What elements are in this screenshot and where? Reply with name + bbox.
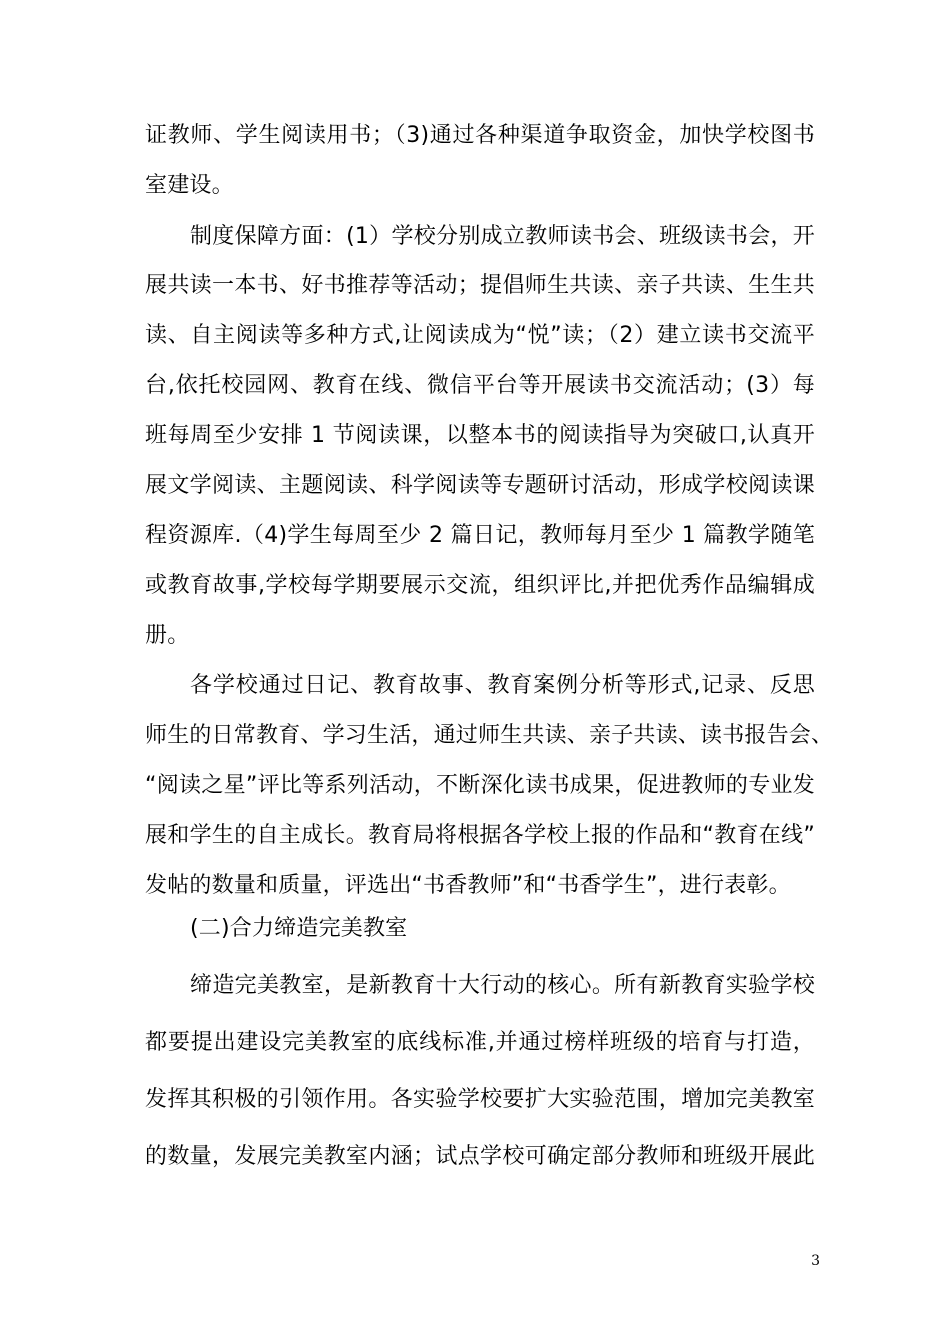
text-line: 程资源库.（4)学生每周至少 2 篇日记，教师每月至少 1 篇教学随笔 [145,523,815,548]
text-line: 都要提出建设完美教室的底线标准,并通过榜样班级的培育与打造， [145,1030,815,1055]
text-line: 发帖的数量和质量，评选出“书香教师”和“书香学生”，进行表彰。 [145,873,791,898]
text-line: 展文学阅读、主题阅读、科学阅读等专题研讨活动，形成学校阅读课 [145,473,815,498]
text-line: 册。 [145,623,190,648]
text-line: 的数量，发展完美教室内涵；试点学校可确定部分教师和班级开展此 [145,1144,815,1169]
text-line: 班每周至少安排 1 节阅读课，以整本书的阅读指导为突破口,认真开 [145,423,815,448]
text-line: 台,依托校园网、教育在线、微信平台等开展读书交流活动；(3）每 [145,373,815,398]
page-number: 3 [811,1253,820,1269]
text-line: 读、自主阅读等多种方式,让阅读成为“悦”读；（2）建立读书交流平 [145,323,815,348]
text-line: 展共读一本书、好书推荐等活动；提倡师生共读、亲子共读、生生共 [145,273,815,298]
section-heading: (二)合力缔造完美教室 [190,916,408,941]
text-line: 各学校通过日记、教育故事、教育案例分析等形式,记录、反思 [190,673,815,698]
text-line: 制度保障方面：(1）学校分别成立教师读书会、班级读书会，开 [190,224,815,249]
text-line: 发挥其积极的引领作用。各实验学校要扩大实验范围，增加完美教室 [145,1087,815,1112]
text-line: 或教育故事,学校每学期要展示交流，组织评比,并把优秀作品编辑成 [145,573,815,598]
text-line: 展和学生的自主成长。教育局将根据各学校上报的作品和“教育在线” [145,823,815,848]
text-line: 证教师、学生阅读用书；（3)通过各种渠道争取资金，加快学校图书 [145,123,815,148]
text-line: 师生的日常教育、学习生活，通过师生共读、亲子共读、读书报告会、 [145,723,834,748]
text-line: 缔造完美教室，是新教育十大行动的核心。所有新教育实验学校 [190,973,815,998]
text-line: 室建设。 [145,173,234,198]
text-line: “阅读之星”评比等系列活动，不断深化读书成果，促进教师的专业发 [145,773,815,798]
